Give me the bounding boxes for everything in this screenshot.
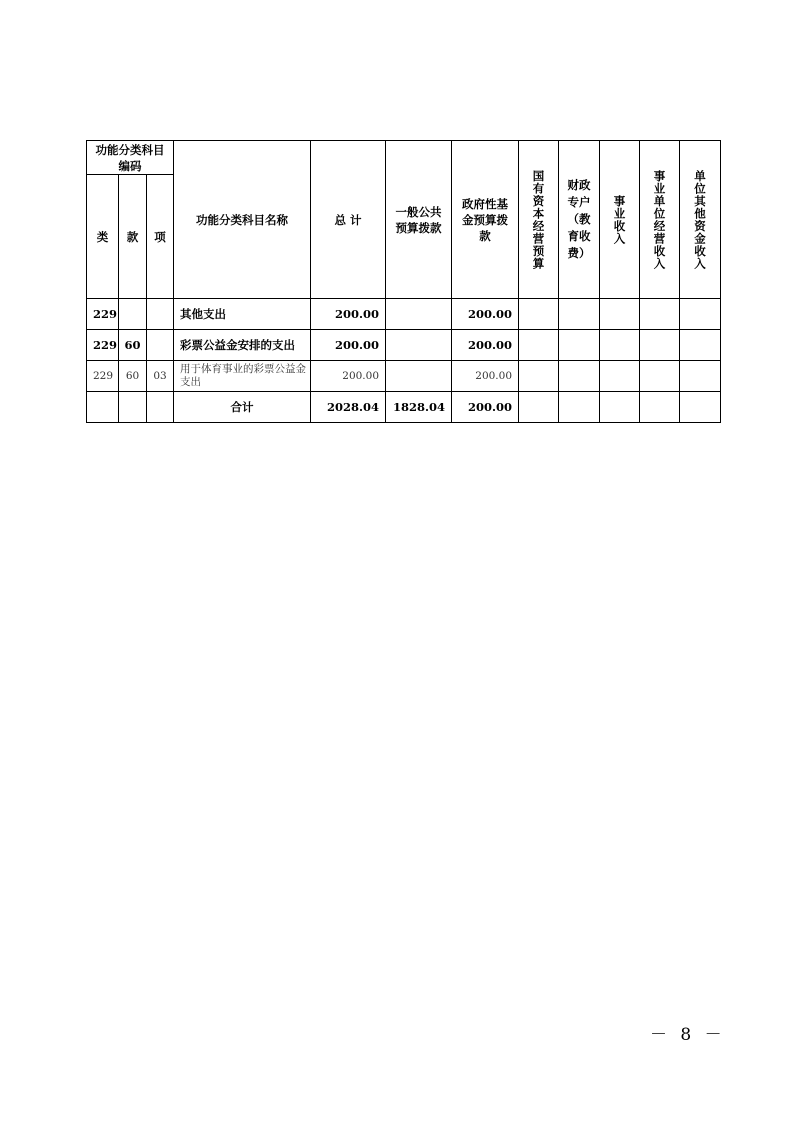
- cell-lei: 229: [87, 330, 119, 361]
- cell-name: 其他支出: [174, 299, 311, 330]
- header-kuan: 款: [119, 175, 147, 299]
- header-name: 功能分类科目名称: [174, 141, 311, 299]
- budget-table: [86, 140, 721, 423]
- page-number: － 8 －: [650, 1025, 726, 1045]
- total-gov-fund: 200.00: [452, 392, 519, 423]
- cell-total: 200.00: [311, 330, 386, 361]
- cell-kuan: 60: [119, 361, 147, 392]
- total-label: 合计: [174, 392, 311, 423]
- cell-gov-fund: 200.00: [452, 299, 519, 330]
- header-code-group: 功能分类科目编码: [87, 141, 174, 175]
- header-unit-other: 单位其他资金收入: [693, 169, 708, 270]
- cell-xiang: [147, 299, 174, 330]
- cell-xiang: 03: [147, 361, 174, 392]
- cell-kuan: [119, 299, 147, 330]
- table-row: [87, 361, 721, 392]
- total-total: 2028.04: [311, 392, 386, 423]
- cell-gov-fund: 200.00: [452, 361, 519, 392]
- header-gov-fund: 政府性基金预算拨款: [452, 141, 519, 299]
- header-state-capital: 国有资本经营预算: [531, 169, 546, 270]
- cell-general: [386, 330, 452, 361]
- cell-kuan: 60: [119, 330, 147, 361]
- header-fiscal-special: 财政专户（教育收费）: [567, 178, 591, 260]
- table-row: [87, 299, 721, 330]
- cell-name: 用于体育事业的彩票公益金支出: [174, 361, 311, 392]
- total-general: 1828.04: [386, 392, 452, 423]
- table-row: [87, 330, 721, 361]
- cell-general: [386, 299, 452, 330]
- header-unit-business: 事业单位经营收入: [652, 169, 667, 270]
- cell-total: 200.00: [311, 361, 386, 392]
- cell-xiang: [147, 330, 174, 361]
- header-lei: 类: [87, 175, 119, 299]
- cell-lei: 229: [87, 299, 119, 330]
- cell-lei: 229: [87, 361, 119, 392]
- cell-general: [386, 361, 452, 392]
- header-total: 总 计: [311, 141, 386, 299]
- cell-total: 200.00: [311, 299, 386, 330]
- header-business-income: 事业收入: [612, 194, 627, 245]
- total-row: [87, 392, 721, 423]
- header-general: 一般公共预算拨款: [386, 141, 452, 299]
- header-xiang: 项: [147, 175, 174, 299]
- cell-gov-fund: 200.00: [452, 330, 519, 361]
- cell-name: 彩票公益金安排的支出: [174, 330, 311, 361]
